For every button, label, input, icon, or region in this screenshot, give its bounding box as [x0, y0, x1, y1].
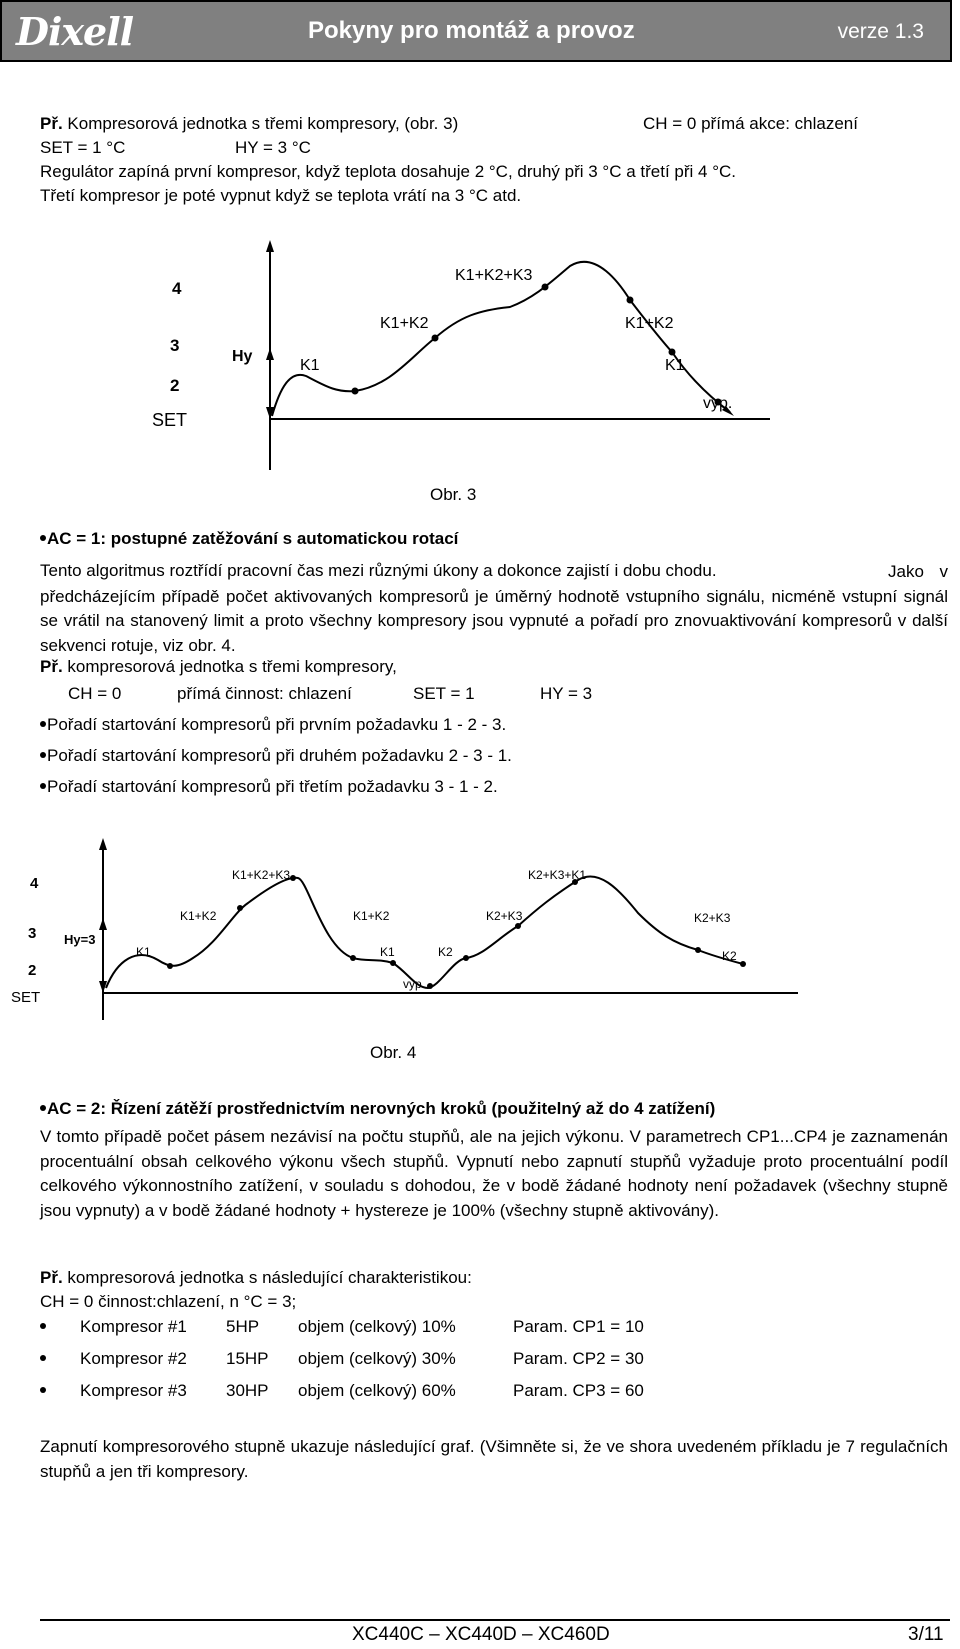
fig3-label-2: 2: [170, 376, 180, 395]
compressor-1-volume: objem (celkový) 10%: [298, 1317, 456, 1336]
ac1-heading: AC = 1: postupné zatěžování s automatickou rotací: [47, 529, 459, 548]
ac1-param-action: přímá činnost: chlazení: [177, 684, 352, 703]
fig4-label-k1: K1: [136, 945, 151, 959]
fig4-label-k1k2k3: K1+K2+K3: [232, 868, 291, 882]
figure-3-diagram: [150, 238, 800, 478]
example1-desc2: Třetí kompresor je poté vypnut když se teplota vrátí na 3 °C atd.: [40, 186, 522, 205]
ac2-closing: Zapnutí kompresorového stupně ukazuje následující graf. (Všimněte si, že ve shora uvedeném příkladu je 7 regulačních stupňů a jen tři kompresory.: [40, 1437, 948, 1481]
compressor-3-param: Param. CP3 = 60: [513, 1381, 644, 1400]
example1-action: CH = 0 přímá akce: chlazení: [643, 114, 858, 133]
compressor-2-param: Param. CP2 = 30: [513, 1349, 644, 1368]
fig3-label-3: 3: [170, 336, 180, 355]
compressor-2-hp: 15HP: [226, 1349, 269, 1368]
fig4-label-k2k3-a: K2+K3: [486, 909, 523, 923]
fig3-label-set: SET: [152, 410, 188, 430]
fig4-label-hy: Hy=3: [64, 932, 96, 947]
fig4-label-k1k2-b: K1+K2: [353, 909, 390, 923]
fig3-label-k1k2-b: K1+K2: [625, 315, 674, 332]
figure-3-caption: Obr. 3: [430, 485, 477, 504]
compressor-2-name: Kompresor #2: [80, 1349, 187, 1368]
footer-page-number: 3/11: [908, 1624, 944, 1645]
ac1-param-set: SET = 1: [413, 684, 475, 703]
bullet-icon: [40, 752, 46, 758]
compressor-3-hp: 30HP: [226, 1381, 269, 1400]
bullet-icon: [40, 1323, 46, 1329]
bullet-icon: [40, 1105, 46, 1111]
ac1-paragraph-1: Tento algoritmus roztřídí pracovní čas mezi různými úkony a dokonce zajistí i dobu chodu.: [40, 561, 717, 580]
ac2-example-params: CH = 0 činnost:chlazení, n °C = 3;: [40, 1292, 297, 1311]
ac2-example: Př. kompresorová jednotka s následující charakteristikou:: [40, 1268, 472, 1287]
fig4-label-vyp: vyp.: [403, 977, 426, 991]
fig4-label-2: 2: [28, 962, 37, 979]
fig4-label-k1k2-a: K1+K2: [180, 909, 217, 923]
bullet-icon: [40, 783, 46, 789]
fig4-temperature-curve: [106, 876, 743, 988]
fig3-label-k1k2k3: K1+K2+K3: [455, 267, 533, 284]
page-header: [0, 0, 952, 62]
header-title: Pokyny pro montáž a provoz: [308, 17, 635, 44]
footer-divider: [40, 1619, 950, 1621]
ac2-heading: AC = 2: Řízení zátěží prostřednictvím nerovných kroků (použitelný až do 4 zatížení): [47, 1099, 716, 1118]
fig4-label-set: SET: [11, 989, 41, 1006]
ac2-paragraph: V tomto případě počet pásem nezávisí na počtu stupňů, ale na jejich výkonu. V parametrech CP1...CP4 je zaznamenán procentuální obsah celkového výkonu všech stupňů. Vypnutí nebo zapnutí stupňů vyžaduje proto procentuální podíl celkového výkonnostního zatížení, v souladu s dohodou, že v bodě žádané hodnoty není požadavek (všechny stupně jsou vypnuty) a v bodě žádané hodnoty + hystereze je 100% (všechny stupně aktivovány).: [40, 1127, 948, 1220]
compressor-3-name: Kompresor #3: [80, 1381, 187, 1400]
compressor-1-name: Kompresor #1: [80, 1317, 187, 1336]
bullet-icon: [40, 535, 46, 541]
fig3-temperature-curve: [272, 262, 733, 416]
fig3-label-4: 4: [172, 279, 182, 298]
fig3-label-k1: K1: [300, 357, 320, 374]
fig4-label-k2-b: K2: [722, 949, 737, 963]
dixell-logo: Dixell: [16, 9, 134, 54]
ac1-sequence-2: Pořadí startování kompresorů při druhém požadavku 2 - 3 - 1.: [47, 746, 512, 765]
fig4-label-k2k3k1: K2+K3+K1: [528, 868, 587, 882]
example1-desc1: Regulátor zapíná první kompresor, když teplota dosahuje 2 °C, druhý při 3 °C a třetí při 4 °C.: [40, 162, 737, 181]
figure-4-diagram: [8, 838, 948, 1028]
example1-set: SET = 1 °C: [40, 138, 126, 157]
bullet-icon: [40, 1387, 46, 1393]
fig3-label-k1k2-a: K1+K2: [380, 315, 429, 332]
compressor-1-param: Param. CP1 = 10: [513, 1317, 644, 1336]
fig4-label-4: 4: [30, 875, 39, 892]
ac1-param-ch: CH = 0: [68, 684, 122, 703]
ac1-param-hy: HY = 3: [540, 684, 593, 703]
ac1-sequence-3: Pořadí startování kompresorů při třetím požadavku 3 - 1 - 2.: [47, 777, 498, 796]
fig3-label-hy: Hy: [232, 348, 253, 365]
fig4-label-k2-a: K2: [438, 945, 453, 959]
fig4-label-3: 3: [28, 925, 37, 942]
fig4-label-k2k3-b: K2+K3: [694, 911, 731, 925]
header-version: verze 1.3: [837, 20, 924, 43]
figure-4-caption: Obr. 4: [370, 1043, 417, 1062]
footer-models: XC440C – XC440D – XC460D: [352, 1624, 610, 1645]
fig3-label-vyp: vyp.: [703, 395, 733, 412]
compressor-2-volume: objem (celkový) 30%: [298, 1349, 456, 1368]
bullet-icon: [40, 1355, 46, 1361]
example1-intro: Př. Kompresorová jednotka s třemi kompresory, (obr. 3): [40, 114, 459, 133]
example1-hy: HY = 3 °C: [235, 138, 311, 157]
fig3-label-k1-b: K1: [665, 357, 685, 374]
bullet-icon: [40, 721, 46, 727]
ac1-sequence-1: Pořadí startování kompresorů při prvním požadavku 1 - 2 - 3.: [47, 715, 507, 734]
compressor-3-volume: objem (celkový) 60%: [298, 1381, 456, 1400]
compressor-1-hp: 5HP: [226, 1317, 260, 1336]
ac1-paragraph-2: Jako v předcházejícím případě počet aktivovaných kompresorů je úměrný hodnotě vstupního signálu, nicméně vstupní signál se vrátil na stanovený limit a proto všechny kompresory jsou vypnuté a pořadí pro znovuaktivování kompresorů v další sekvenci rotuje, viz obr. 4.: [40, 562, 948, 655]
ac1-example: Př. kompresorová jednotka s třemi kompresory,: [40, 657, 397, 676]
fig4-label-k1-b: K1: [380, 945, 395, 959]
